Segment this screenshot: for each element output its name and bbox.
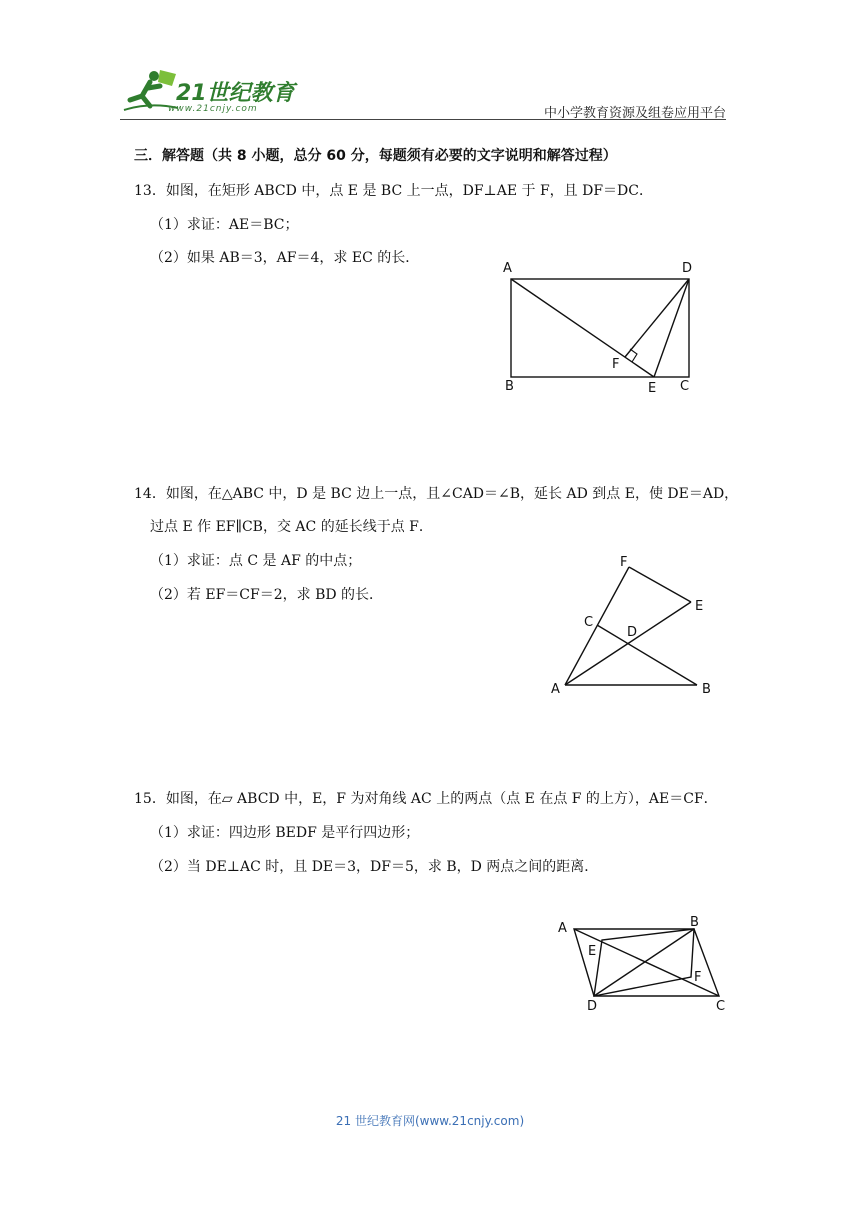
label-C: C xyxy=(584,615,594,630)
label-B: B xyxy=(505,379,514,394)
label-E: E xyxy=(695,599,704,614)
label-B: B xyxy=(690,915,699,930)
label-A: A xyxy=(503,261,512,276)
label-D: D xyxy=(627,625,638,640)
label-D: D xyxy=(682,261,693,276)
label-E: E xyxy=(588,944,597,959)
problem-13-part-1: （1）求证：AE＝BC； xyxy=(150,217,299,233)
label-A: A xyxy=(558,921,567,936)
problem-15-part-2: （2）当 DE⊥AC 时，且 DE＝3，DF＝5，求 B，D 两点之间的距离． xyxy=(150,859,599,875)
problem-13-part-2: （2）如果 AB＝3，AF＝4，求 EC 的长． xyxy=(150,250,420,266)
logo-url: www.21cnjy.com xyxy=(168,104,258,114)
label-C: C xyxy=(680,379,690,394)
figure-13-rectangle xyxy=(496,258,706,398)
problem-14-part-2: （2）若 EF＝CF＝2，求 BD 的长． xyxy=(150,587,384,603)
problem-14-stem-cont: 过点 E 作 EF∥CB，交 AC 的延长线于点 F． xyxy=(150,519,433,535)
label-C: C xyxy=(716,999,726,1014)
problem-number: 14． xyxy=(134,486,166,502)
problem-text: 如图，在矩形 ABCD 中，点 E 是 BC 上一点，DF⊥AE 于 F，且 DF＝DC． xyxy=(165,183,653,199)
page-header xyxy=(120,66,726,121)
platform-name: 中小学教育资源及组卷应用平台 xyxy=(543,106,726,121)
problem-number: 15． xyxy=(134,791,166,807)
problem-14-part-1: （1）求证：点 C 是 AF 的中点； xyxy=(150,553,362,569)
problem-15-stem xyxy=(134,789,718,809)
problem-15-part-1: （1）求证：四边形 BEDF 是平行四边形； xyxy=(150,825,420,841)
label-D: D xyxy=(587,999,598,1014)
label-B: B xyxy=(702,682,711,697)
problem-14-stem xyxy=(134,484,738,504)
problem-text: 如图，在▱ ABCD 中，E，F 为对角线 AC 上的两点（点 E 在点 F 的上方），AE＝CF． xyxy=(165,791,718,807)
figure-15-parallelogram xyxy=(554,914,734,1014)
header-divider xyxy=(120,119,726,120)
section-title: 三．解答题（共 8 小题，总分 60 分，每题须有必要的文字说明和解答过程） xyxy=(134,148,617,164)
label-F: F xyxy=(694,970,702,985)
problem-number: 13． xyxy=(134,183,166,199)
label-F: F xyxy=(620,555,628,570)
logo-text: 21世纪教育 xyxy=(176,81,295,106)
problem-13-stem xyxy=(134,181,653,201)
label-A: A xyxy=(551,682,560,697)
page-footer: 21 世纪教育网(www.21cnjy.com) xyxy=(335,1114,525,1128)
figure-14-triangle xyxy=(546,550,726,700)
label-F: F xyxy=(612,357,620,372)
label-E: E xyxy=(648,381,657,396)
problem-text: 如图，在△ABC 中，D 是 BC 边上一点，且∠CAD＝∠B，延长 AD 到点 E，使 DE＝AD， xyxy=(165,486,739,502)
